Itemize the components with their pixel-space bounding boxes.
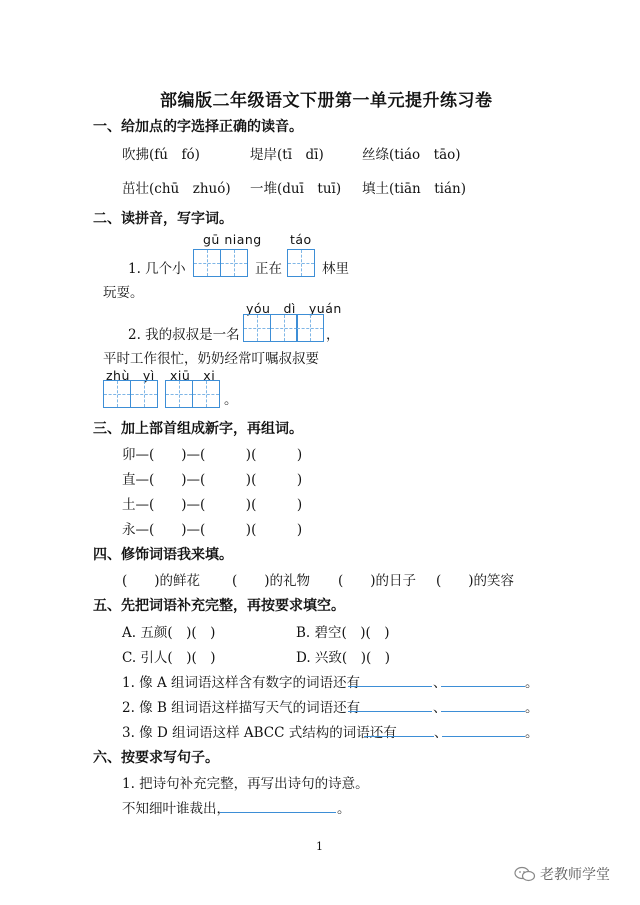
separator: 、 xyxy=(433,675,447,691)
period: 。 xyxy=(525,725,539,741)
sentence-text: 平时工作很忙，奶奶经常叮嘱叔叔要 xyxy=(103,351,319,367)
writing-grid[interactable] xyxy=(287,249,314,277)
page-number: 1 xyxy=(316,840,323,853)
answer-blank[interactable] xyxy=(348,686,432,687)
radical-row: 直—( )—( )( ) xyxy=(122,472,303,488)
period: 。 xyxy=(337,801,351,817)
modifier-item: ( )的笑容 xyxy=(436,573,515,589)
answer-blank[interactable] xyxy=(364,736,434,737)
question-text: 1. 把诗句补充完整，再写出诗句的诗意。 xyxy=(122,776,369,792)
idiom-group-c: C. 引人( )( ) xyxy=(122,650,216,666)
pinyin-label: zhù yì xyxy=(106,368,155,383)
section-1-heading: 一、给加点的字选择正确的读音。 xyxy=(93,119,303,135)
pinyin-choice-5: 一堆(duī tuī) xyxy=(250,181,342,197)
section-5-heading: 五、先把词语补充完整，再按要求填空。 xyxy=(93,598,345,614)
modifier-item: ( )的礼物 xyxy=(232,573,311,589)
question-text: 3. 像 D 组词语这样 ABCC 式结构的词语还有 xyxy=(122,725,397,741)
sentence-text: 1. 几个小 xyxy=(128,261,186,277)
writing-grid[interactable] xyxy=(193,249,246,277)
pinyin-label: táo xyxy=(290,232,312,247)
question-text: 1. 像 A 组词语这样含有数字的词语还有 xyxy=(122,675,361,691)
writing-grid[interactable] xyxy=(103,380,156,408)
idiom-group-a: A. 五颜( )( ) xyxy=(122,625,216,641)
pinyin-choice-3: 丝绦(tiáo tāo) xyxy=(362,147,461,163)
poem-line: 不知细叶谁裁出， xyxy=(122,801,230,817)
sentence-text: 2. 我的叔叔是一名 xyxy=(128,327,240,343)
sentence-text: 。 xyxy=(224,392,238,408)
sentence-text: 正在 xyxy=(255,261,282,277)
radical-row: 卯—( )—( )( ) xyxy=(122,447,303,463)
radical-row: 土—( )—( )( ) xyxy=(122,497,303,513)
pinyin-label: gū niang xyxy=(203,232,262,247)
modifier-item: ( )的鲜花 xyxy=(122,573,201,589)
answer-blank[interactable] xyxy=(441,711,525,712)
sentence-text: 林里 xyxy=(322,261,349,277)
separator: 、 xyxy=(433,700,447,716)
sentence-text: ， xyxy=(326,327,340,343)
section-3-heading: 三、加上部首组成新字，再组词。 xyxy=(93,421,303,437)
pinyin-label: yóu dì yuán xyxy=(246,301,342,316)
answer-blank[interactable] xyxy=(441,686,525,687)
modifier-item: ( )的日子 xyxy=(338,573,417,589)
answer-blank[interactable] xyxy=(442,736,525,737)
pinyin-choice-2: 堤岸(tī dī) xyxy=(250,147,324,163)
wechat-icon xyxy=(514,866,536,882)
section-6-heading: 六、按要求写句子。 xyxy=(93,750,219,766)
pinyin-choice-6: 填土(tiān tián) xyxy=(362,181,467,197)
idiom-group-b: B. 碧空( )( ) xyxy=(296,625,390,641)
period: 。 xyxy=(525,675,539,691)
sentence-text: 玩耍。 xyxy=(103,285,144,301)
question-text: 2. 像 B 组词语这样描写天气的词语还有 xyxy=(122,700,361,716)
idiom-group-d: D. 兴致( )( ) xyxy=(296,650,390,666)
pinyin-choice-1: 吹拂(fú fó) xyxy=(122,147,200,163)
page-title: 部编版二年级语文下册第一单元提升练习卷 xyxy=(160,91,493,111)
pinyin-label: xiū xi xyxy=(170,368,216,383)
radical-row: 永—( )—( )( ) xyxy=(122,522,303,538)
section-4-heading: 四、修饰词语我来填。 xyxy=(93,547,233,563)
writing-grid[interactable] xyxy=(243,314,323,342)
watermark: 老教师学堂 xyxy=(540,867,610,883)
pinyin-choice-4: 茁壮(chū zhuó) xyxy=(122,181,231,197)
answer-blank[interactable] xyxy=(220,812,336,813)
separator: 、 xyxy=(434,725,448,741)
section-2-heading: 二、读拼音，写字词。 xyxy=(93,211,233,227)
writing-grid[interactable] xyxy=(165,380,218,408)
period: 。 xyxy=(525,700,539,716)
answer-blank[interactable] xyxy=(348,711,432,712)
